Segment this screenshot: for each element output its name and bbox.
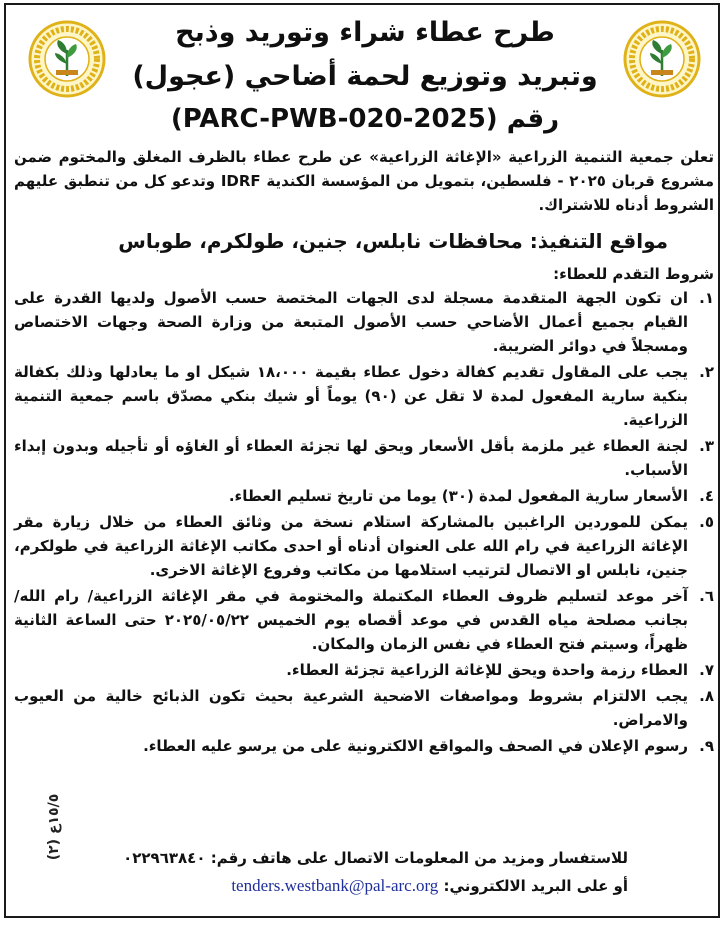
condition-number: ٥. (699, 513, 714, 531)
condition-number: ٢. (699, 363, 714, 381)
tender-title-line-2: وتبريد وتوزيع لحمة أضاحي (عجول) (132, 61, 598, 92)
condition-number: ٤. (699, 487, 714, 505)
condition-text: الأسعار سارية المفعول لمدة (٣٠) يوما من تاريخ تسليم العطاء. (228, 487, 688, 505)
condition-text: يمكن للموردين الراغبين بالمشاركة استلام نسخة من وثائق العطاء من خلال زيارة مقر الإغاثة الزراعية في رام الله على العنوان أدناه أو احدى مكاتب الإغاثة الزراعية في طولكرم، جنين، نابلس او الاتصال لترتيب استلامها من مكاتب وفروع الإغاثة الاخرى. (14, 513, 688, 579)
condition-item (14, 734, 714, 758)
side-reference-code: ١٥/٥ع (٢) (46, 793, 62, 861)
condition-number: ٩. (699, 737, 714, 755)
parc-logo-left (28, 20, 106, 98)
parc-logo-right (623, 20, 701, 98)
condition-item (14, 434, 714, 482)
condition-number: ٣. (699, 437, 714, 455)
condition-item (14, 658, 714, 682)
condition-number: ١. (699, 289, 714, 307)
condition-number: ٧. (699, 661, 714, 679)
condition-text: لجنة العطاء غير ملزمة بأقل الأسعار ويحق لها تجزئة العطاء أو الغاؤه أو تأجيله وبدون إبداء الأسباب. (14, 437, 688, 479)
condition-item (14, 484, 714, 508)
intro-paragraph: تعلن جمعية التنمية الزراعية «الإغاثة الزراعية» عن طرح عطاء بالظرف المغلق والمختوم ضمن مشروع قربان ٢٠٢٥ - فلسطين، بتمويل من المؤسسة الكندية IDRF وتدعو كل من تنطبق عليهم الشروط أدناه للاشتراك. (14, 148, 714, 214)
conditions-list (14, 286, 714, 760)
condition-text: يجب على المقاول تقديم كفالة دخول عطاء بقيمة ١٨،٠٠٠ شيكل او ما يعادلها وذلك بكفالة بنكية سارية المفعول لمدة لا تقل عن (٩٠) يوماً أو شيك بنكي مصدّق باسم جمعية التنمية الزراعية. (14, 363, 689, 429)
condition-item (14, 286, 714, 358)
condition-item (14, 360, 714, 432)
tender-number: (PARC-PWB-020-2025) (170, 104, 498, 134)
tender-number-prefix: رقم (506, 104, 560, 134)
email-line (14, 874, 628, 898)
condition-number: ٦. (699, 587, 714, 605)
tender-number-line (110, 100, 620, 138)
condition-text: آخر موعد لتسليم ظروف العطاء المكتملة والمختومة في مقر الإغاثة الزراعية/ رام الله/ بجانب مصلحة مياه القدس في موعد أقصاه يوم الخميس ٢٠٢٥/٠٥/٢٢ حتى الساعة الثانية ظهراً، وسيتم فتح العطاء في نفس الزمان والمكان. (14, 587, 689, 653)
condition-text: العطاء رزمة واحدة ويحق للإغاثة الزراعية تجزئة العطاء. (286, 661, 688, 679)
execution-locations: مواقع التنفيذ: محافظات نابلس، جنين، طولكرم، طوباس (118, 229, 668, 253)
condition-number: ٨. (699, 687, 714, 705)
condition-item (14, 684, 714, 732)
email-link[interactable]: tenders.westbank@pal-arc.org (231, 876, 439, 895)
condition-item (14, 510, 714, 582)
condition-text: ان تكون الجهة المتقدمة مسجلة لدى الجهات المختصة حسب الأصول ولديها القدرة على القيام بجميع أعمال الأضاحي حسب الأصول المتبعة من وزارة الصحة وجهات الاختصاص ومسجلاً في دوائر الضريبة. (14, 289, 688, 355)
tender-title-line-1: طرح عطاء شراء وتوريد وذبح (175, 17, 555, 48)
condition-item (14, 584, 714, 656)
inquiry-phone: للاستفسار ومزيد من المعلومات الاتصال على هاتف رقم: ٠٢٢٩٦٣٨٤٠ (123, 849, 628, 867)
condition-text: يجب الالتزام بشروط ومواصفات الاضحية الشرعية بحيث تكون الذبائح خالية من العيوب والامراض. (14, 687, 688, 729)
condition-text: رسوم الإعلان في الصحف والمواقع الالكترونية على من يرسو عليه العطاء. (143, 737, 688, 755)
conditions-heading: شروط التقدم للعطاء: (553, 265, 714, 283)
email-label: أو على البريد الالكتروني: (443, 877, 628, 895)
